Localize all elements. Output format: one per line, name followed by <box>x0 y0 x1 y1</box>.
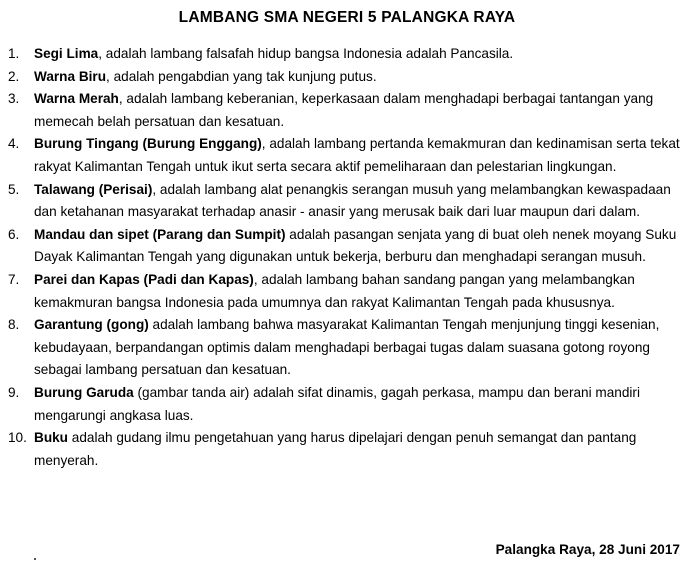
item-number: 4. <box>8 136 20 152</box>
item-text: (gambar tanda air) adalah sifat dinamis, gagah perkasa, mampu dan berani mandiri mengarungi angkasa luas. <box>34 384 640 423</box>
item-number: 9. <box>8 384 20 400</box>
item-number: 2. <box>8 68 20 84</box>
item-number: 3. <box>8 91 20 107</box>
item-text: , adalah pengabdian yang tak kunjung putus. <box>106 68 377 84</box>
item-text: adalah gudang ilmu pengetahuan yang harus dipelajari dengan penuh semangat dan pantang menyerah. <box>34 430 637 468</box>
list-item <box>8 179 684 224</box>
list-item <box>8 88 684 133</box>
item-term: Buku <box>34 430 68 446</box>
list-item <box>8 382 684 427</box>
item-number: 6. <box>8 226 20 242</box>
item-number: 7. <box>8 271 20 287</box>
list-item <box>8 427 684 472</box>
item-term: Segi Lima <box>34 46 99 61</box>
item-text: , adalah lambang alat penangkis serangan musuh yang melambangkan kewaspadaan dan ketahanan masyarakat terhadap anasir - anasir yang merusak baik dari luar maupun dari dalam. <box>34 181 671 220</box>
item-term: Talawang (Perisai) <box>34 181 153 197</box>
list-item <box>8 133 684 178</box>
list-item <box>8 224 684 269</box>
item-term: Parei dan Kapas (Padi dan Kapas) <box>34 271 254 287</box>
item-text: , adalah lambang bahan sandang pangan yang melambangkan kemakmuran bangsa Indonesia pada umumnya dan rakyat Kalimantan Tengah pada khususnya. <box>34 271 635 310</box>
item-number: 10. <box>8 430 27 446</box>
item-number: 8. <box>8 317 20 333</box>
symbol-list <box>8 43 684 472</box>
item-text: , adalah lambang keberanian, keperkasaan dalam menghadapi berbagai tantangan yang memecah belah persatuan dan kesatuan. <box>34 91 654 129</box>
list-item <box>8 269 684 314</box>
item-text: adalah lambang bahwa masyarakat Kalimantan Tengah menjunjung tinggi kesenian, kebudayaan, berpandangan optimis dalam menghadapi berbagai tugas dalam suasana gotong royong sebagai lambang persatuan dan kesatuan. <box>34 317 660 378</box>
item-term: Mandau dan sipet (Parang dan Sumpit) <box>34 226 286 242</box>
item-text: , adalah lambang falsafah hidup bangsa Indonesia adalah Pancasila. <box>98 46 514 61</box>
item-term: Burung Tingang (Burung Enggang) <box>34 136 262 152</box>
item-number: 5. <box>8 181 20 197</box>
item-term: Garantung (gong) <box>34 317 149 333</box>
item-number: 1. <box>8 46 20 61</box>
item-term: Burung Garuda <box>34 384 134 400</box>
item-text: adalah pasangan senjata yang di buat oleh nenek moyang Suku Dayak Kalimantan Tengah yang digunakan untuk bekerja, berburu dan menghadapi serangan musuh. <box>34 226 677 265</box>
document-title: LAMBANG SMA NEGERI 5 PALANGKA RAYA <box>178 9 516 26</box>
item-term: Warna Merah <box>34 91 119 107</box>
list-item <box>8 43 684 66</box>
list-item <box>8 66 684 89</box>
stray-dot <box>34 558 36 560</box>
item-term: Warna Biru <box>34 68 107 84</box>
item-text: , adalah lambang pertanda kemakmuran dan kedinamisan serta tekat rakyat Kalimantan Tengah untuk ikut serta secara aktif pemeliharaan dan pelestarian lingkungan. <box>34 136 680 174</box>
list-item <box>8 314 684 382</box>
signature-place-date: Palangka Raya, 28 Juni 2017 <box>495 542 680 557</box>
